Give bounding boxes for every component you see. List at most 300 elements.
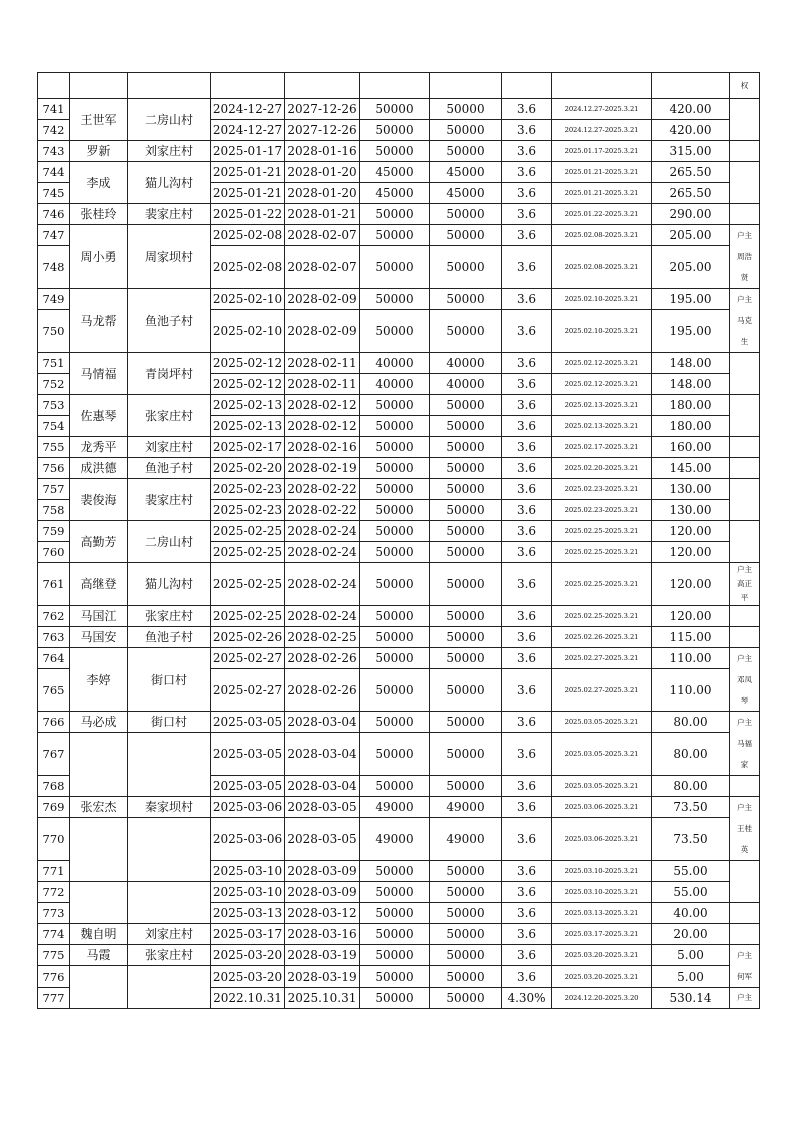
loan-amount-cell: 50000 — [360, 479, 430, 500]
start-date-cell: 2025-03-20 — [211, 966, 285, 988]
interest-period-cell: 2025.02.10-2025.3.21 — [552, 289, 652, 310]
rate-cell: 3.6 — [502, 818, 552, 861]
loan-amount-cell: 50000 — [360, 861, 430, 882]
rate-cell: 3.6 — [502, 903, 552, 924]
loan-amount-cell: 50000 — [360, 945, 430, 966]
interest-period-cell: 2025.03.05-2025.3.21 — [552, 712, 652, 733]
loan-amount-cell: 50000 — [360, 120, 430, 141]
start-date-cell: 2025-02-13 — [211, 395, 285, 416]
borrower-name-cell: 王世军 — [70, 99, 128, 141]
interest-amount-cell: 148.00 — [652, 353, 730, 374]
interest-period-cell: 2025.02.08-2025.3.21 — [552, 225, 652, 246]
loan-amount-cell: 50000 — [360, 395, 430, 416]
village-cell: 猫儿沟村 — [128, 563, 211, 606]
seq-no-cell: 772 — [38, 882, 70, 903]
end-date-cell: 2028-03-19 — [285, 945, 360, 966]
start-date-cell: 2025-03-10 — [211, 882, 285, 903]
interest-period-cell: 2025.02.25-2025.3.21 — [552, 563, 652, 606]
table-row — [38, 353, 760, 374]
interest-base-cell: 50000 — [430, 988, 502, 1009]
loan-amount-cell: 50000 — [360, 627, 430, 648]
rate-cell: 3.6 — [502, 924, 552, 945]
table-row — [38, 204, 760, 225]
end-date-cell: 2028-02-07 — [285, 246, 360, 289]
interest-period-cell: 2025.02.12-2025.3.21 — [552, 353, 652, 374]
interest-base-cell: 50000 — [430, 500, 502, 521]
interest-amount-cell: 205.00 — [652, 225, 730, 246]
village-cell — [128, 818, 211, 882]
start-date-cell: 2025-03-17 — [211, 924, 285, 945]
interest-period-cell: 2025.03.10-2025.3.21 — [552, 861, 652, 882]
end-date-cell: 2028-02-22 — [285, 500, 360, 521]
interest-amount-cell: 120.00 — [652, 521, 730, 542]
loan-amount-cell: 50000 — [360, 776, 430, 797]
note-cell — [730, 225, 760, 289]
interest-period-cell: 2025.02.25-2025.3.21 — [552, 606, 652, 627]
start-date-cell: 2025-02-23 — [211, 500, 285, 521]
interest-period-cell: 2025.02.25-2025.3.21 — [552, 542, 652, 563]
end-date-cell: 2028-03-05 — [285, 818, 360, 861]
note-cell — [730, 797, 760, 861]
start-date-cell: 2025-02-20 — [211, 458, 285, 479]
end-date-cell: 2028-01-21 — [285, 204, 360, 225]
village-cell — [128, 966, 211, 1009]
table-row — [38, 945, 760, 966]
start-date-cell: 2025-02-12 — [211, 374, 285, 395]
interest-period-cell: 2025.03.06-2025.3.21 — [552, 818, 652, 861]
note-cell — [730, 903, 760, 924]
end-date-cell: 2028-03-04 — [285, 733, 360, 776]
interest-amount-cell: 130.00 — [652, 500, 730, 521]
note-text: 户主 — [737, 654, 752, 663]
village-cell: 鱼池子村 — [128, 627, 211, 648]
start-date-cell: 2025-03-20 — [211, 945, 285, 966]
start-date-cell: 2025-02-10 — [211, 310, 285, 353]
interest-period-cell: 2025.02.27-2025.3.21 — [552, 648, 652, 669]
interest-period-cell: 2025.02.13-2025.3.21 — [552, 416, 652, 437]
interest-base-cell: 45000 — [430, 183, 502, 204]
interest-period-cell: 2025.01.21-2025.3.21 — [552, 183, 652, 204]
interest-period-cell: 2025.02.26-2025.3.21 — [552, 627, 652, 648]
end-date-cell: 2028-02-26 — [285, 669, 360, 712]
interest-period-cell: 2025.03.10-2025.3.21 — [552, 882, 652, 903]
interest-period-cell: 2025.03.06-2025.3.21 — [552, 797, 652, 818]
note-text: 王桂 — [737, 824, 752, 833]
interest-period-cell: 2025.03.20-2025.3.21 — [552, 945, 652, 966]
table-row — [38, 141, 760, 162]
interest-period-cell: 2025.02.12-2025.3.21 — [552, 374, 652, 395]
interest-amount-cell: 290.00 — [652, 204, 730, 225]
interest-amount-cell: 180.00 — [652, 395, 730, 416]
seq-no-cell: 766 — [38, 712, 70, 733]
rate-cell: 3.6 — [502, 310, 552, 353]
interest-base-cell: 50000 — [430, 310, 502, 353]
note-text: 户主 — [737, 565, 752, 574]
borrower-name-cell: 马霞 — [70, 945, 128, 966]
loan-amount-cell: 50000 — [360, 648, 430, 669]
loan-amount-cell: 50000 — [360, 204, 430, 225]
loan-amount-cell: 50000 — [360, 289, 430, 310]
start-date-cell: 2024-12-27 — [211, 120, 285, 141]
interest-base-cell: 40000 — [430, 374, 502, 395]
interest-base-cell: 50000 — [430, 882, 502, 903]
rate-cell: 3.6 — [502, 458, 552, 479]
rate-cell: 3.6 — [502, 606, 552, 627]
borrower-name-cell: 高继登 — [70, 563, 128, 606]
interest-base-cell: 50000 — [430, 542, 502, 563]
end-date-cell: 2028-02-25 — [285, 627, 360, 648]
end-date-cell: 2028-01-20 — [285, 162, 360, 183]
note-cell — [730, 945, 760, 988]
interest-base-cell: 50000 — [430, 669, 502, 712]
seq-no-cell: 745 — [38, 183, 70, 204]
borrower-name-cell: 罗新 — [70, 141, 128, 162]
interest-amount-cell: 80.00 — [652, 712, 730, 733]
seq-no-cell: 765 — [38, 669, 70, 712]
note-cell — [730, 395, 760, 437]
interest-period-cell: 2025.03.05-2025.3.21 — [552, 776, 652, 797]
seq-no-cell: 747 — [38, 225, 70, 246]
seq-no-cell: 769 — [38, 797, 70, 818]
loan-amount-cell: 50000 — [360, 99, 430, 120]
seq-no-cell: 755 — [38, 437, 70, 458]
seq-no-cell: 773 — [38, 903, 70, 924]
loan-interest-table — [37, 72, 760, 1009]
seq-no-cell: 768 — [38, 776, 70, 797]
note-cell — [730, 99, 760, 141]
loan-amount-cell: 50000 — [360, 521, 430, 542]
village-cell: 裴家庄村 — [128, 479, 211, 521]
table-row — [38, 712, 760, 733]
borrower-name-cell: 马国江 — [70, 606, 128, 627]
village-cell: 青岗坪村 — [128, 353, 211, 395]
interest-base-cell: 45000 — [430, 162, 502, 183]
loan-amount-cell: 50000 — [360, 542, 430, 563]
interest-amount-cell: 115.00 — [652, 627, 730, 648]
village-cell: 二房山村 — [128, 521, 211, 563]
note-cell — [730, 479, 760, 521]
rate-cell: 3.6 — [502, 246, 552, 289]
loan-amount-cell: 45000 — [360, 162, 430, 183]
rate-cell: 3.6 — [502, 882, 552, 903]
note-text: 户主 — [737, 295, 752, 304]
seq-no-cell: 760 — [38, 542, 70, 563]
end-date-cell: 2028-02-12 — [285, 395, 360, 416]
interest-base-cell: 49000 — [430, 797, 502, 818]
start-date-cell: 2025-02-27 — [211, 669, 285, 712]
interest-amount-cell: 55.00 — [652, 882, 730, 903]
seq-no-cell: 763 — [38, 627, 70, 648]
start-date-cell: 2025-02-25 — [211, 542, 285, 563]
seq-no-cell: 759 — [38, 521, 70, 542]
interest-amount-cell: 195.00 — [652, 289, 730, 310]
interest-period-cell: 2024.12.27-2025.3.21 — [552, 120, 652, 141]
rate-cell: 3.6 — [502, 776, 552, 797]
note-cell — [730, 776, 760, 797]
village-cell: 刘家庄村 — [128, 141, 211, 162]
seq-no-cell: 764 — [38, 648, 70, 669]
village-cell: 张家庄村 — [128, 606, 211, 627]
end-date-cell: 2028-03-05 — [285, 797, 360, 818]
interest-amount-cell: 110.00 — [652, 648, 730, 669]
loan-amount-cell: 50000 — [360, 225, 430, 246]
interest-base-cell: 50000 — [430, 289, 502, 310]
borrower-name-cell: 马国安 — [70, 627, 128, 648]
interest-amount-cell: 265.50 — [652, 183, 730, 204]
start-date-cell: 2025-02-10 — [211, 289, 285, 310]
interest-amount-cell: 145.00 — [652, 458, 730, 479]
interest-amount-cell: 130.00 — [652, 479, 730, 500]
end-date-cell: 2028-02-09 — [285, 310, 360, 353]
start-date-cell: 2025-02-23 — [211, 479, 285, 500]
interest-period-cell: 2025.02.10-2025.3.21 — [552, 310, 652, 353]
interest-amount-cell: 73.50 — [652, 818, 730, 861]
seq-no-cell: 744 — [38, 162, 70, 183]
loan-amount-cell: 50000 — [360, 966, 430, 988]
end-date-cell: 2027-12-26 — [285, 120, 360, 141]
rate-cell: 3.6 — [502, 479, 552, 500]
start-date-cell: 2024-12-27 — [211, 99, 285, 120]
loan-amount-cell: 49000 — [360, 818, 430, 861]
note-cell — [730, 141, 760, 162]
interest-base-cell: 50000 — [430, 416, 502, 437]
note-text: 家 — [740, 760, 749, 769]
village-cell — [128, 882, 211, 924]
loan-amount-cell: 50000 — [360, 882, 430, 903]
interest-amount-cell: 120.00 — [652, 563, 730, 606]
rate-cell: 3.6 — [502, 966, 552, 988]
seq-no-cell: 750 — [38, 310, 70, 353]
rate-cell: 3.6 — [502, 395, 552, 416]
start-date-cell: 2025-02-17 — [211, 437, 285, 458]
borrower-name-cell: 佐惠琴 — [70, 395, 128, 437]
table-row — [38, 289, 760, 310]
rate-cell: 3.6 — [502, 437, 552, 458]
interest-period-cell: 2025.02.27-2025.3.21 — [552, 669, 652, 712]
borrower-name-cell — [70, 966, 128, 1009]
rate-cell: 4.30% — [502, 988, 552, 1009]
interest-amount-cell: 160.00 — [652, 437, 730, 458]
interest-amount-cell: 20.00 — [652, 924, 730, 945]
interest-base-cell: 50000 — [430, 776, 502, 797]
note-cell — [730, 204, 760, 225]
village-cell: 裴家庄村 — [128, 204, 211, 225]
interest-period-cell: 2025.02.17-2025.3.21 — [552, 437, 652, 458]
village-cell: 二房山村 — [128, 99, 211, 141]
interest-base-cell: 50000 — [430, 246, 502, 289]
rate-cell: 3.6 — [502, 204, 552, 225]
interest-base-cell: 50000 — [430, 437, 502, 458]
borrower-name-cell: 张宏杰 — [70, 797, 128, 818]
rate-cell: 3.6 — [502, 669, 552, 712]
interest-amount-cell: 110.00 — [652, 669, 730, 712]
table-row — [38, 924, 760, 945]
interest-base-cell: 50000 — [430, 606, 502, 627]
note-cell — [730, 563, 760, 606]
interest-base-cell: 50000 — [430, 903, 502, 924]
start-date-cell: 2025-02-12 — [211, 353, 285, 374]
table-row — [38, 521, 760, 542]
borrower-name-cell: 张桂玲 — [70, 204, 128, 225]
table-row — [38, 563, 760, 606]
interest-amount-cell: 80.00 — [652, 776, 730, 797]
seq-no-cell: 758 — [38, 500, 70, 521]
start-date-cell: 2025-02-25 — [211, 521, 285, 542]
start-date-cell: 2025-02-25 — [211, 563, 285, 606]
start-date-cell: 2025-03-13 — [211, 903, 285, 924]
borrower-name-cell: 魏自明 — [70, 924, 128, 945]
seq-no-cell: 774 — [38, 924, 70, 945]
seq-no-cell: 761 — [38, 563, 70, 606]
end-date-cell: 2028-02-24 — [285, 521, 360, 542]
seq-no-cell: 777 — [38, 988, 70, 1009]
note-text: 何军 — [737, 972, 752, 981]
seq-no-cell: 748 — [38, 246, 70, 289]
note-cell — [730, 606, 760, 627]
loan-amount-cell: 50000 — [360, 669, 430, 712]
table-row — [38, 437, 760, 458]
note-text: 户主 — [737, 993, 752, 1002]
note-text: 平 — [740, 593, 749, 602]
note-cell — [730, 73, 760, 99]
note-cell — [730, 861, 760, 903]
interest-amount-cell: 205.00 — [652, 246, 730, 289]
end-date-cell: 2028-03-04 — [285, 776, 360, 797]
table-row — [38, 395, 760, 416]
loan-amount-cell: 50000 — [360, 246, 430, 289]
rate-cell: 3.6 — [502, 225, 552, 246]
end-date-cell: 2028-02-07 — [285, 225, 360, 246]
interest-period-cell: 2025.03.20-2025.3.21 — [552, 966, 652, 988]
table-row — [38, 882, 760, 903]
interest-amount-cell: 120.00 — [652, 542, 730, 563]
end-date-cell: 2028-02-11 — [285, 353, 360, 374]
note-cell — [730, 289, 760, 353]
interest-base-cell: 50000 — [430, 627, 502, 648]
borrower-name-cell: 马龙帮 — [70, 289, 128, 353]
start-date-cell: 2025-03-05 — [211, 733, 285, 776]
village-cell: 刘家庄村 — [128, 437, 211, 458]
interest-period-cell: 2024.12.27-2025.3.21 — [552, 99, 652, 120]
interest-base-cell: 50000 — [430, 945, 502, 966]
interest-period-cell: 2025.02.23-2025.3.21 — [552, 500, 652, 521]
rate-cell: 3.6 — [502, 945, 552, 966]
rate-cell: 3.6 — [502, 99, 552, 120]
start-date-cell: 2025-02-08 — [211, 225, 285, 246]
seq-no-cell: 741 — [38, 99, 70, 120]
interest-amount-cell: 55.00 — [652, 861, 730, 882]
table-row — [38, 162, 760, 183]
interest-amount-cell: 120.00 — [652, 606, 730, 627]
seq-no-cell: 757 — [38, 479, 70, 500]
rate-cell: 3.6 — [502, 183, 552, 204]
borrower-name-cell — [70, 733, 128, 797]
rate-cell: 3.6 — [502, 797, 552, 818]
table-row — [38, 966, 760, 988]
rate-cell: 3.6 — [502, 120, 552, 141]
village-cell — [128, 733, 211, 797]
interest-amount-cell: 5.00 — [652, 966, 730, 988]
start-date-cell: 2025-02-08 — [211, 246, 285, 289]
seq-no-cell: 756 — [38, 458, 70, 479]
borrower-name-cell: 裴俊海 — [70, 479, 128, 521]
note-cell — [730, 437, 760, 458]
loan-amount-cell: 50000 — [360, 310, 430, 353]
table-row — [38, 225, 760, 246]
loan-amount-cell: 50000 — [360, 712, 430, 733]
interest-period-cell: 2025.01.17-2025.3.21 — [552, 141, 652, 162]
loan-amount-cell: 50000 — [360, 416, 430, 437]
end-date-cell: 2028-03-09 — [285, 882, 360, 903]
rate-cell: 3.6 — [502, 500, 552, 521]
end-date-cell: 2028-02-11 — [285, 374, 360, 395]
rate-cell: 3.6 — [502, 162, 552, 183]
seq-no-cell: 775 — [38, 945, 70, 966]
interest-period-cell: 2025.02.08-2025.3.21 — [552, 246, 652, 289]
seq-no-cell: 752 — [38, 374, 70, 395]
interest-base-cell: 50000 — [430, 924, 502, 945]
note-text: 户主 — [737, 803, 752, 812]
loan-amount-cell: 50000 — [360, 988, 430, 1009]
rate-cell: 3.6 — [502, 141, 552, 162]
end-date-cell: 2028-01-20 — [285, 183, 360, 204]
note-text: 马福 — [737, 739, 752, 748]
end-date-cell: 2028-02-26 — [285, 648, 360, 669]
start-date-cell: 2025-02-25 — [211, 606, 285, 627]
interest-amount-cell: 180.00 — [652, 416, 730, 437]
interest-period-cell: 2025.01.22-2025.3.21 — [552, 204, 652, 225]
note-text: 权 — [740, 80, 749, 90]
village-cell: 张家庄村 — [128, 945, 211, 966]
start-date-cell: 2025-03-05 — [211, 776, 285, 797]
rate-cell: 3.6 — [502, 733, 552, 776]
table-row-continuation — [38, 73, 760, 99]
end-date-cell: 2025.10.31 — [285, 988, 360, 1009]
note-cell — [730, 458, 760, 479]
interest-amount-cell: 40.00 — [652, 903, 730, 924]
interest-period-cell: 2024.12.20-2025.3.20 — [552, 988, 652, 1009]
end-date-cell: 2028-03-04 — [285, 712, 360, 733]
loan-amount-cell: 45000 — [360, 183, 430, 204]
rate-cell: 3.6 — [502, 416, 552, 437]
loan-amount-cell: 49000 — [360, 797, 430, 818]
interest-base-cell: 50000 — [430, 458, 502, 479]
borrower-name-cell: 李婷 — [70, 648, 128, 712]
village-cell: 鱼池子村 — [128, 458, 211, 479]
village-cell: 周家坝村 — [128, 225, 211, 289]
end-date-cell: 2028-03-09 — [285, 861, 360, 882]
start-date-cell: 2025-01-22 — [211, 204, 285, 225]
rate-cell: 3.6 — [502, 861, 552, 882]
end-date-cell: 2028-03-19 — [285, 966, 360, 988]
end-date-cell: 2028-02-19 — [285, 458, 360, 479]
seq-no-cell: 767 — [38, 733, 70, 776]
start-date-cell: 2025-02-13 — [211, 416, 285, 437]
table-row — [38, 606, 760, 627]
seq-no-cell: 742 — [38, 120, 70, 141]
seq-no-cell: 746 — [38, 204, 70, 225]
interest-base-cell: 50000 — [430, 204, 502, 225]
table-row — [38, 797, 760, 818]
end-date-cell: 2028-03-16 — [285, 924, 360, 945]
rate-cell: 3.6 — [502, 648, 552, 669]
rate-cell: 3.6 — [502, 374, 552, 395]
village-cell: 张家庄村 — [128, 395, 211, 437]
seq-no-cell: 751 — [38, 353, 70, 374]
village-cell: 秦家坝村 — [128, 797, 211, 818]
seq-no-cell: 776 — [38, 966, 70, 988]
interest-amount-cell: 530.14 — [652, 988, 730, 1009]
